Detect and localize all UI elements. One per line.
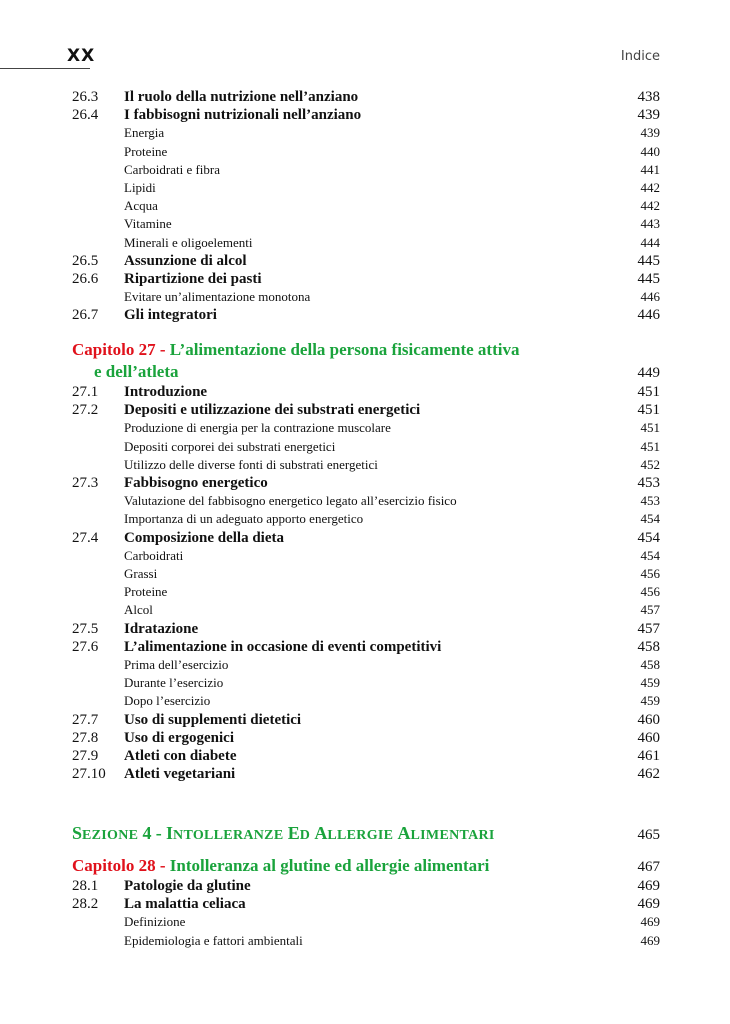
toc-entry-title: La malattia celiaca — [124, 896, 246, 913]
toc-entry-page: 439 — [637, 107, 660, 124]
toc-subentry — [72, 457, 660, 473]
toc-entry-title: Depositi corporei dei substrati energetici — [124, 438, 336, 454]
toc-subentry — [72, 548, 660, 564]
toc-entry-page: 439 — [640, 125, 660, 141]
toc-entry-number: 27.10 — [72, 766, 106, 783]
toc-entry-page: 461 — [637, 748, 660, 764]
toc-subentry — [72, 420, 660, 436]
toc-entry-page: 459 — [640, 693, 660, 709]
toc-entry-title: Gli integratori — [124, 307, 217, 324]
toc-entry — [72, 307, 660, 324]
toc-entry-title: Assunzione di alcol — [124, 252, 247, 269]
toc-entry-page: 454 — [637, 529, 660, 546]
toc-entry — [72, 639, 660, 656]
toc-entry-title: Atleti con diabete — [124, 748, 237, 764]
chapter-27-heading-cont — [72, 362, 660, 382]
toc-entry — [72, 402, 660, 419]
toc-entry-page: 438 — [637, 89, 660, 105]
running-head: Indice — [620, 49, 660, 64]
toc-entry-page: 442 — [640, 180, 660, 195]
toc-subentry — [72, 511, 660, 527]
toc-entry-page: 453 — [637, 475, 660, 491]
toc-subentry — [72, 216, 660, 232]
toc-entry — [72, 530, 660, 547]
toc-entry-title: Patologie da glutine — [124, 878, 251, 894]
toc-subentry — [72, 180, 660, 196]
toc-entry-number: 26.6 — [72, 271, 99, 287]
chapter-27-page: 449 — [637, 365, 660, 381]
toc-entry-title: Proteine — [124, 143, 168, 159]
toc-entry-number: 26.7 — [72, 307, 99, 324]
toc-subentry — [72, 235, 660, 251]
toc-entry-title: Ripartizione dei pasti — [124, 271, 262, 287]
toc-subentry — [72, 144, 660, 160]
toc-entry-page: 440 — [640, 143, 660, 159]
toc-entry-number: 26.4 — [72, 107, 99, 124]
toc-entry-title: Alcol — [124, 602, 153, 618]
toc-entry-page: 443 — [640, 216, 660, 232]
toc-subentry — [72, 289, 660, 305]
toc-entry-page: 445 — [637, 252, 660, 269]
page-number: XX — [67, 46, 96, 66]
toc-entry-page: 469 — [637, 878, 660, 894]
toc-entry-title: Introduzione — [124, 384, 208, 400]
toc-entry — [72, 253, 660, 270]
toc-entry-number: 28.1 — [72, 878, 99, 894]
toc-entry-page: 457 — [637, 620, 660, 637]
toc-entry-page: 460 — [637, 711, 660, 728]
toc-entry-title: Il ruolo della nutrizione nell’anziano — [124, 89, 359, 105]
toc-entry — [72, 748, 660, 765]
toc-entry-page: 445 — [637, 271, 660, 287]
toc-subentry — [72, 566, 660, 582]
toc-entry-title: Uso di ergogenici — [124, 729, 234, 746]
toc-entry-page: 462 — [637, 766, 660, 783]
toc-entry-page: 454 — [640, 511, 660, 527]
toc-entry-page: 454 — [640, 547, 660, 563]
toc-entry-page: 469 — [640, 932, 660, 948]
toc-entry-title: Produzione di energia per la contrazione muscolare — [124, 420, 391, 436]
toc-entry-title: L’alimentazione in occasione di eventi competitivi — [124, 638, 442, 655]
toc-entry-number: 27.4 — [72, 529, 99, 546]
toc-entry — [72, 475, 660, 492]
toc-entry-title: Acqua — [124, 198, 158, 214]
toc-subentry — [72, 493, 660, 509]
chapter-28-page: 467 — [637, 859, 660, 875]
toc-subentry — [72, 584, 660, 600]
section-4-title: SEZIONE 4 - INTOLLERANZE ED ALLERGIE ALIMENTARI — [72, 823, 495, 843]
chapter-27-label: Capitolo 27 - — [72, 340, 166, 359]
toc-entry-title: Epidemiologia e fattori ambientali — [124, 932, 303, 948]
toc-entry-number: 26.3 — [72, 89, 99, 105]
toc-entry — [72, 730, 660, 747]
toc-entry-title: Minerali e oligoelementi — [124, 234, 253, 250]
toc-entry-title: Proteine — [124, 584, 168, 600]
toc-entry-page: 460 — [637, 729, 660, 746]
toc-entry-number: 27.8 — [72, 729, 99, 746]
toc-entry-title: Evitare un’alimentazione monotona — [124, 289, 311, 305]
toc-entry-number: 27.3 — [72, 475, 99, 491]
toc-subentry — [72, 675, 660, 691]
toc-entry-title: Prima dell’esercizio — [124, 657, 229, 672]
toc-subentry — [72, 693, 660, 709]
toc-entry-title: Grassi — [124, 566, 158, 581]
toc-entry-number: 27.7 — [72, 711, 99, 728]
toc-subentry — [72, 657, 660, 673]
toc-entry-page: 456 — [640, 566, 660, 581]
toc-entry — [72, 89, 660, 106]
toc-entry-title: Importanza di un adeguato apporto energetico — [124, 511, 364, 527]
toc-entry — [72, 107, 660, 124]
toc-entry-title: I fabbisogni nutrizionali nell’anziano — [124, 107, 362, 124]
toc-subentry — [72, 125, 660, 141]
toc-entry-title: Uso di supplementi dietetici — [124, 711, 302, 728]
section-4-heading — [72, 823, 660, 844]
toc-entry-title: Dopo l’esercizio — [124, 693, 211, 709]
toc-subentry — [72, 933, 660, 949]
toc-entry-page: 451 — [637, 402, 660, 419]
toc-entry-title: Energia — [124, 125, 165, 141]
toc-entry-title: Composizione della dieta — [124, 529, 284, 546]
toc-entry-page: 469 — [640, 914, 660, 930]
toc-entry-page: 446 — [637, 307, 660, 324]
toc-entry-number: 27.5 — [72, 620, 99, 637]
toc-entry-page: 469 — [637, 896, 660, 913]
toc-entry-page: 446 — [640, 289, 660, 305]
toc-entry-number: 27.6 — [72, 638, 99, 655]
toc-entry — [72, 896, 660, 913]
toc-entry-title: Valutazione del fabbisogno energetico legato all’esercizio fisico — [124, 493, 457, 509]
toc-entry-page: 451 — [640, 438, 660, 454]
toc-entry-page: 442 — [640, 198, 660, 214]
toc-entry — [72, 384, 660, 401]
toc-entry-title: Utilizzo delle diverse fonti di substrati energetici — [124, 456, 378, 472]
chapter-28-title: Intolleranza al glutine ed allergie alimentari — [169, 856, 490, 875]
toc-entry-title: Atleti vegetariani — [124, 766, 236, 783]
toc-entry-page: 456 — [640, 584, 660, 600]
toc-entry-title: Lipidi — [124, 180, 156, 195]
chapter-28-label: Capitolo 28 - — [72, 856, 166, 875]
toc-subentry — [72, 602, 660, 618]
toc-entry-page: 457 — [640, 602, 660, 618]
toc-entry — [72, 712, 660, 729]
toc-entry-page: 459 — [640, 675, 660, 691]
header-rule — [0, 68, 90, 69]
toc-entry-page: 453 — [640, 493, 660, 509]
toc-subentry — [72, 198, 660, 214]
toc-entry-number: 26.5 — [72, 252, 99, 269]
toc-entry-page: 458 — [640, 657, 660, 672]
toc-entry-title: Vitamine — [124, 216, 172, 232]
toc-entry-page: 444 — [640, 234, 660, 250]
toc-entry-page: 452 — [640, 456, 660, 472]
toc-entry-title: Durante l’esercizio — [124, 675, 224, 691]
chapter-27-heading — [72, 340, 660, 360]
toc-entry — [72, 878, 660, 895]
toc-entry-number: 27.2 — [72, 402, 99, 419]
chapter-28-heading — [72, 856, 660, 876]
toc-entry — [72, 621, 660, 638]
toc-entry-number: 27.1 — [72, 384, 99, 400]
toc-entry — [72, 271, 660, 288]
toc-entry-page: 458 — [637, 638, 660, 655]
toc-entry-title: Definizione — [124, 914, 186, 930]
toc-entry-title: Carboidrati e fibra — [124, 161, 221, 177]
toc-subentry — [72, 439, 660, 455]
toc-entry-title: Fabbisogno energetico — [124, 475, 268, 491]
toc-entry-page: 451 — [637, 384, 660, 400]
toc-entry-page: 451 — [640, 420, 660, 436]
toc-entry-title: Idratazione — [124, 620, 199, 637]
toc-entry-title: Carboidrati — [124, 547, 184, 563]
toc-entry-page: 441 — [640, 161, 660, 177]
toc-entry-title: Depositi e utilizzazione dei substrati energetici — [124, 402, 421, 419]
toc-subentry — [72, 914, 660, 930]
toc-entry-number: 28.2 — [72, 896, 99, 913]
chapter-27-title-line1: L’alimentazione della persona fisicamente attiva — [169, 340, 520, 359]
section-4-page: 465 — [637, 827, 660, 843]
toc-entry-number: 27.9 — [72, 748, 99, 764]
chapter-27-title-line2: e dell’atleta — [94, 362, 179, 381]
toc-entry — [72, 766, 660, 783]
toc-subentry — [72, 162, 660, 178]
